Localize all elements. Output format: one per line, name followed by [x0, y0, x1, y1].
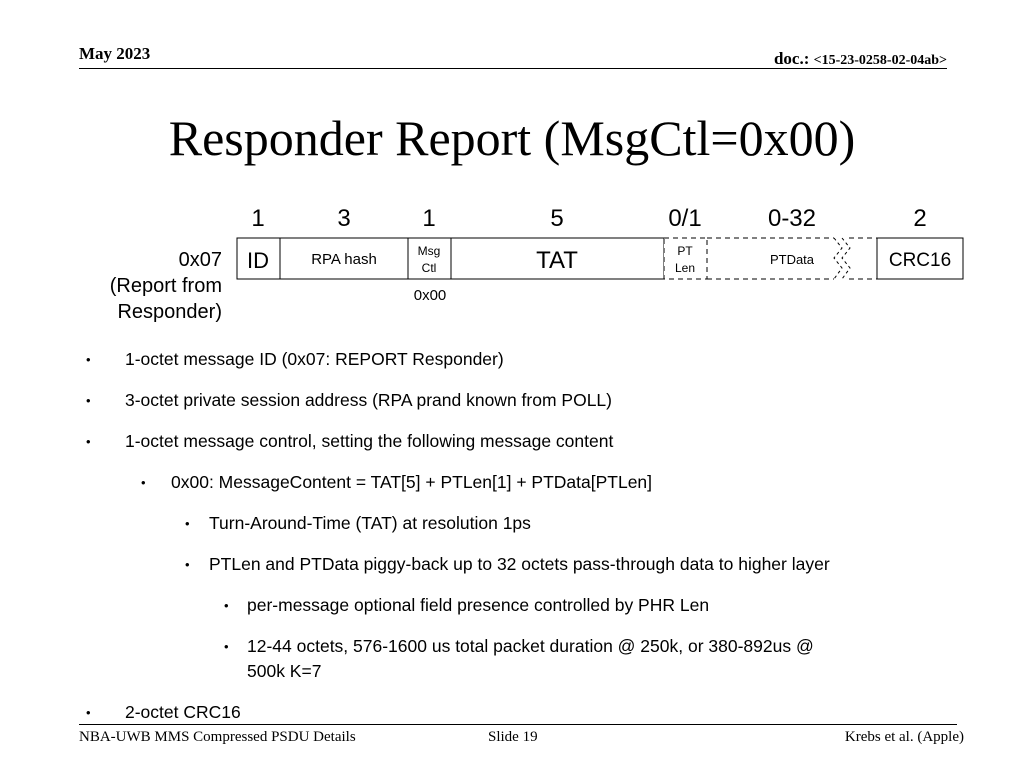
- footer-right-text: Krebs et al. (Apple): [844, 729, 964, 745]
- bullet-item: 1-octet message control, setting the following message content: [125, 431, 614, 451]
- field-label-ptlen-2: Len: [674, 261, 696, 275]
- bullet-item: Turn-Around-Time (TAT) at resolution 1ps: [209, 513, 531, 533]
- doc-number: <15-23-0258-02-04ab>: [813, 53, 947, 68]
- row-label-line-3: Responder): [117, 301, 222, 323]
- break-mark-left: [834, 238, 842, 279]
- field-label-id: ID: [247, 248, 269, 273]
- field-size-crc: 2: [913, 205, 927, 232]
- frame-format-diagram: [0, 0, 1024, 340]
- bullet-dot: •: [86, 352, 91, 367]
- bullet-dot: •: [86, 705, 91, 720]
- break-mark-right: [842, 238, 850, 279]
- bullet-dot: •: [185, 557, 190, 572]
- field-size-tat: 5: [550, 205, 564, 232]
- bullet-dot: •: [185, 516, 190, 531]
- bullet-dot: •: [141, 475, 146, 490]
- bullet-item: per-message optional field presence controlled by PHR Len: [247, 595, 710, 615]
- field-label-rpa: RPA hash: [311, 251, 377, 268]
- field-label-msgctl-1: Msg: [417, 244, 441, 258]
- field-size-ptdata: 0-32: [767, 205, 817, 232]
- bullet-item: PTLen and PTData piggy-back up to 32 octets pass-through data to higher layer: [209, 554, 830, 574]
- header-date: May 2023: [79, 44, 151, 63]
- footer-left-text: NBA-UWB MMS Compressed PSDU Details: [79, 729, 356, 745]
- slide-title: Responder Report (MsgCtl=0x00): [168, 110, 856, 166]
- field-label-ptdata: PTData: [769, 252, 815, 267]
- field-size-id: 1: [251, 205, 265, 232]
- slide-number: Slide 19: [488, 729, 538, 745]
- field-label-tat: TAT: [536, 247, 578, 274]
- field-size-rpa: 3: [337, 205, 351, 232]
- field-size-ptlen: 0/1: [668, 205, 702, 232]
- field-label-ptlen-1: PT: [677, 244, 693, 258]
- bullet-dot: •: [86, 393, 91, 408]
- field-size-msgctl: 1: [422, 205, 436, 232]
- bullet-dot: •: [224, 598, 229, 613]
- bullet-item-continuation: 500k K=7: [247, 661, 322, 681]
- bullet-dot: •: [86, 434, 91, 449]
- bullet-item: 3-octet private session address (RPA prand known from POLL): [125, 390, 612, 410]
- bullet-item: 0x00: MessageContent = TAT[5] + PTLen[1] + PTData[PTLen]: [171, 472, 653, 492]
- footer-divider: [79, 724, 957, 725]
- bullet-item: 12-44 octets, 576-1600 us total packet duration @ 250k, or 380-892us @: [247, 636, 814, 656]
- row-label-line-1: 0x07: [178, 249, 222, 271]
- field-label-crc: CRC16: [888, 250, 952, 271]
- bullet-item: 2-octet CRC16: [125, 702, 241, 722]
- doc-label: doc.:: [773, 49, 814, 68]
- bullet-dot: •: [224, 639, 229, 654]
- field-label-msgctl-2: Ctl: [421, 261, 437, 275]
- msgctl-value-note: 0x00: [413, 287, 447, 304]
- row-label-line-2: (Report from: [109, 275, 222, 297]
- bullet-item: 1-octet message ID (0x07: REPORT Responder): [125, 349, 504, 369]
